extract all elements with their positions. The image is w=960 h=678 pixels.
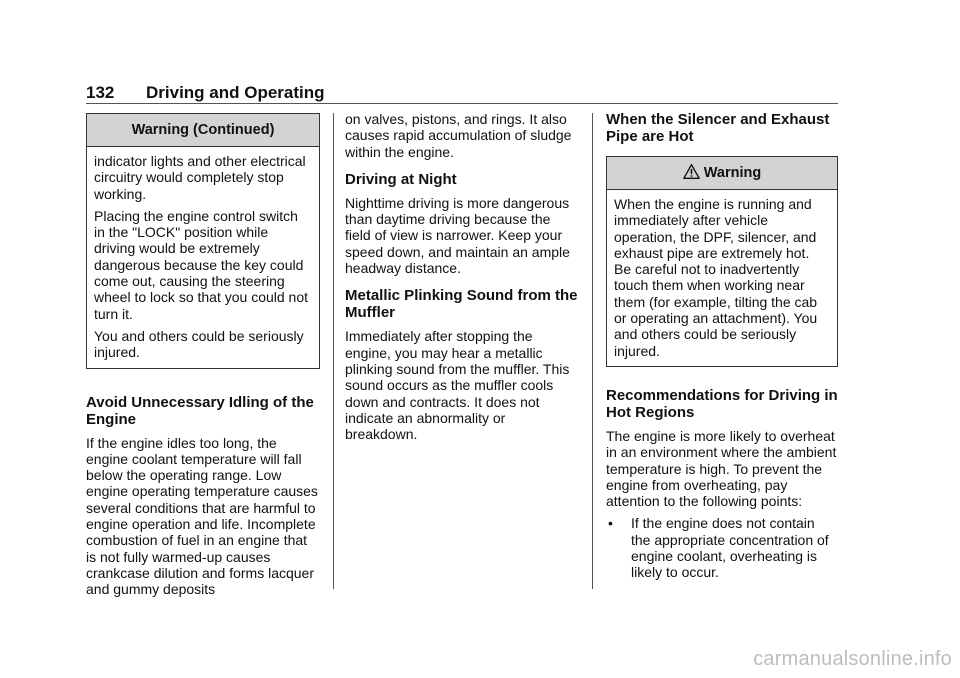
column-3 — [606, 111, 838, 581]
warning-paragraph: When the engine is running and immediately after vehicle operation, the DPF, silencer, and exhaust pipe are extremely hot. Be careful not to inadvertently touch them when working near them (for example, tilting the cab or operating an attachment). You and others could be seriously injured. — [614, 196, 818, 359]
column-divider-1 — [333, 113, 334, 589]
column-2 — [345, 111, 579, 442]
warning-box-title: Warning (Continued) — [87, 114, 319, 147]
section-heading-hot-regions: Recommendations for Driving in Hot Regions — [606, 386, 838, 421]
warning-box-title — [607, 157, 837, 190]
page-number: 132 — [86, 83, 115, 102]
page-header — [86, 82, 838, 104]
header-rule — [86, 103, 838, 104]
column-1 — [86, 113, 320, 598]
bullet-marker: • — [608, 515, 613, 532]
column-divider-2 — [592, 113, 593, 589]
list-item — [606, 515, 838, 580]
bullet-text: If the engine does not contain the appropriate concentration of engine coolant, overheating is likely to occur. — [631, 515, 829, 581]
body-paragraph: The engine is more likely to overheat in an environment where the ambient temperature is high. To prevent the engine from overheating, pay attention to the following points: — [606, 427, 837, 510]
section-heading-muffler: Metallic Plinking Sound from the Muffler — [345, 287, 578, 322]
continuation-paragraph: on valves, pistons, and rings. It also causes rapid accumulation of sludge within the engine. — [345, 111, 572, 160]
warning-paragraph: You and others could be seriously injured. — [94, 327, 304, 361]
warning-paragraph: indicator lights and other electrical circuitry would completely stop working. — [94, 153, 306, 202]
body-paragraph: If the engine idles too long, the engine coolant temperature will fall below the operating range. Low engine operating temperature causes several conditions that are harmful to engine operation and life. Incomplete combustion of fuel in an engine that is not fully warmed-up causes crankcase dilution and forms lacquer and gummy deposits — [86, 434, 318, 598]
warning-paragraph: Placing the engine control switch in the "LOCK" position while driving would be extremely dangerous because the key could come out, causing the steering wheel to lock so that you could not turn it. — [94, 207, 309, 322]
warning-box-body — [607, 190, 837, 366]
section-title: Driving and Operating — [146, 83, 325, 102]
section-heading-idling: Avoid Unnecessary Idling of the Engine — [86, 393, 314, 428]
warning-triangle-icon — [683, 163, 700, 180]
watermark: carmanualsonline.info — [753, 648, 952, 670]
warning-box — [606, 156, 838, 367]
body-paragraph: Nighttime driving is more dangerous than daytime driving because the field of view is narrower. Keep your speed down, and maintain an ample headway distance. — [345, 194, 570, 277]
body-paragraph: Immediately after stopping the engine, you may hear a metallic plinking sound from the muffler. This sound occurs as the muffler cools down and contracts. It does not indicate an abnormality or breakdown. — [345, 328, 570, 443]
section-heading-silencer: When the Silencer and Exhaust Pipe are Hot — [606, 111, 830, 145]
warning-title-text: Warning — [703, 165, 762, 181]
section-heading-night: Driving at Night — [345, 170, 457, 188]
warning-box-body — [87, 147, 319, 368]
warning-continued-box — [86, 113, 320, 369]
